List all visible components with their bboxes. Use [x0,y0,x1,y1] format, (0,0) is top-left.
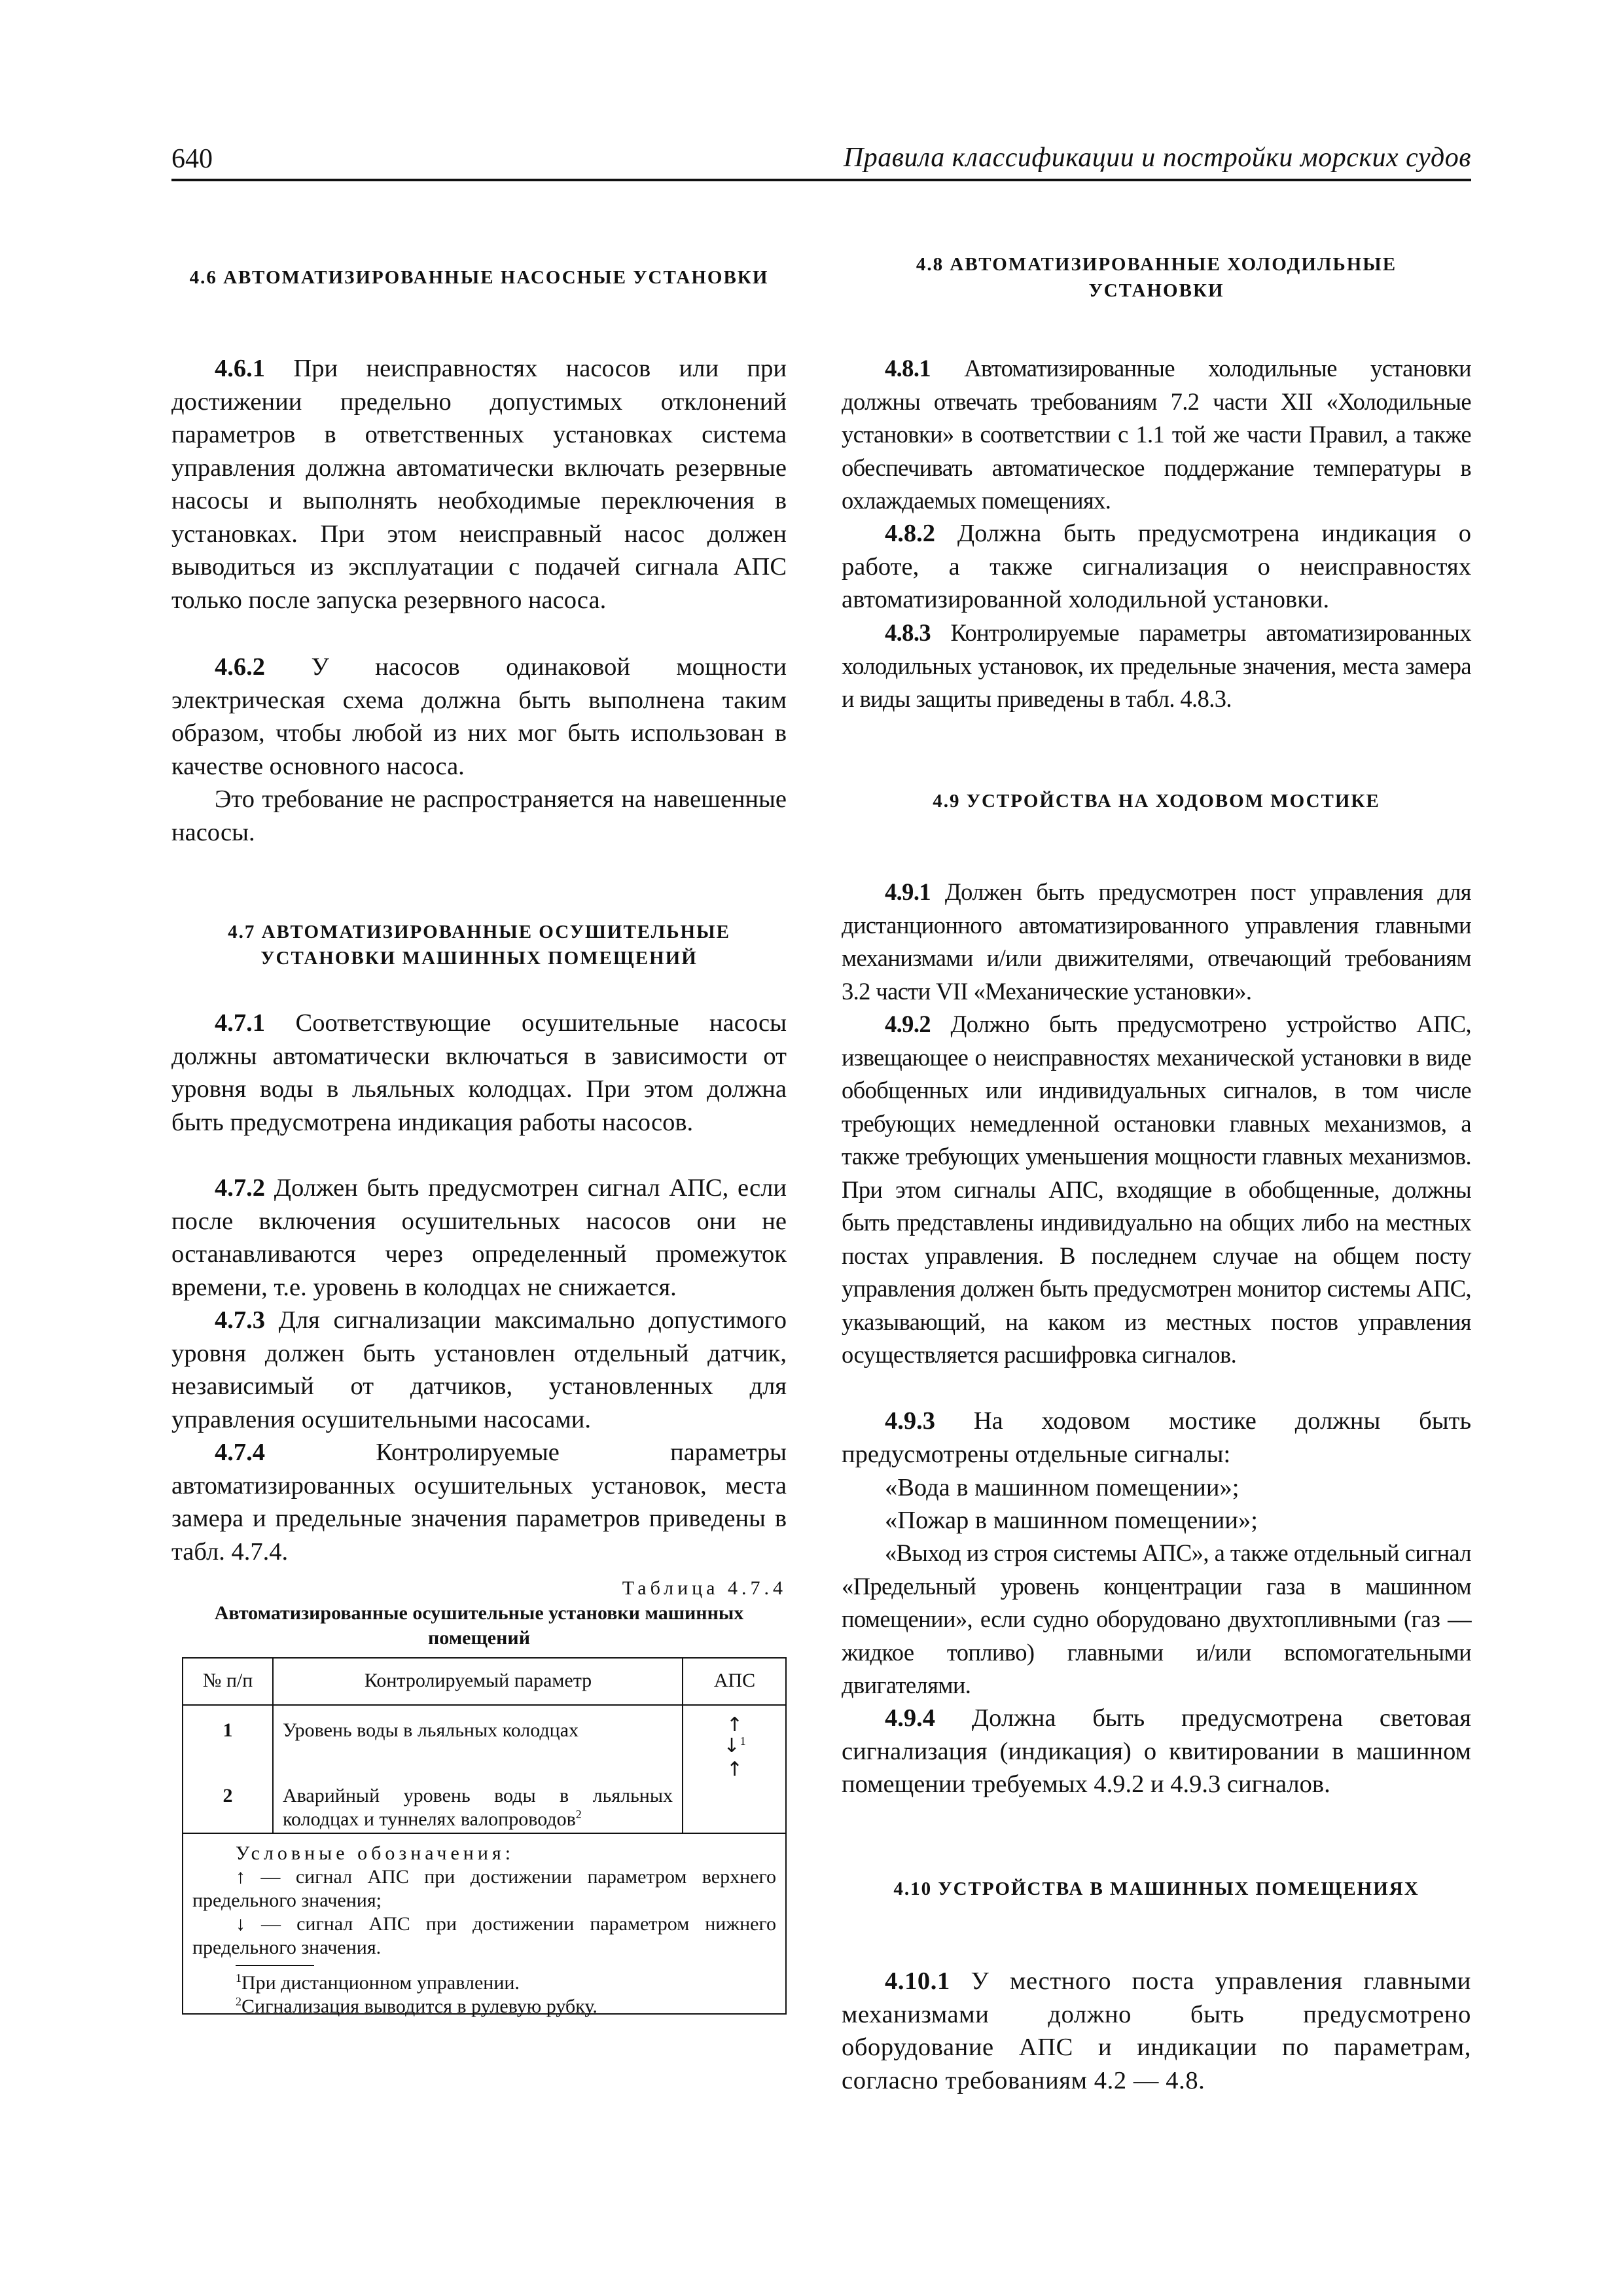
legend-down: ↓ — сигнал АПС при достижении параметром нижнего предельного значения. [192,1913,776,1958]
paragraph-4-7-1 [171,1007,787,1139]
paragraph-4-7-3 [171,1304,787,1436]
clause-number: 4.9.4 [885,1704,935,1732]
footnote-2: $^2$Сигнализация выводится в рулевую рубку. [236,1995,597,2017]
column-divider [682,1659,683,1833]
table-title-line: Автоматизированные осушительные установки машинных [214,1602,744,1624]
clause-number: 4.6.2 [215,653,265,681]
clause-text: Это требование не распространяется на навешенные насосы. [171,785,787,846]
clause-number: 4.7.2 [215,1174,265,1202]
footnote-rule [236,1965,314,1966]
clause-text: Должен быть предусмотрен пост управления для дистанционного автоматизированного управления главными механизмами и/или движителями, отвечающий требованиям 3.2 части VII «Механические установки». [842,878,1471,1005]
paragraph-4-6-2-note [171,783,787,849]
clause-text: Должна быть предусмотрена индикация о работе, а также сигнализация о неисправностях автоматизированной холодильной установки. [842,520,1471,613]
row-2-num: 2 [223,1785,233,1806]
table-title [171,1601,787,1651]
row-2-param-text: Аварийный уровень воды в льяльных колодцах и туннелях валопроводов [283,1785,673,1830]
table-4-7-4 [182,1657,787,2015]
row-1-param: Уровень воды в льяльных колодцах [283,1719,579,1741]
paragraph-4-6-2 [171,651,787,783]
clause-number: 4.7.3 [215,1306,265,1334]
paragraph-4-10-1 [842,1965,1471,2097]
quote-water: «Вода в машинном помещении»; [885,1474,1240,1501]
clause-number: 4.9.2 [885,1011,931,1037]
clause-number: 4.10.1 [885,1967,950,1995]
paragraph-4-7-4 [171,1436,787,1568]
paragraph-4-8-1 [842,352,1471,518]
row-1-num: 1 [223,1719,233,1741]
section-title-line: 4.8 АВТОМАТИЗИРОВАННЫЕ ХОЛОДИЛЬНЫЕ [916,254,1397,275]
quote-aps-failure: «Выход из строя системы АПС», а также отдельный сигнал «Предельный уровень концентрации газа в машинном помещении», если судно оборудовано двухтопливными (газ — жидкое топливо) главными и/или вспомогательными двигателями. [842,1539,1471,1698]
clause-text: Должен быть предусмотрен сигнал АПС, если после включения осушительных насосов они не останавливаются через определенный промежуток времени, т.е. уровень в колодцах не снижается. [171,1174,787,1301]
clause-text: На ходовом мостике должны быть предусмотрены отдельные сигналы: [842,1407,1471,1468]
column-divider [272,1659,274,1833]
paragraph-4-7-2 [171,1172,787,1304]
row-2-param [283,1784,673,1831]
clause-number: 4.7.4 [215,1439,265,1466]
running-title: Правила классификации и постройки морских судов [843,143,1471,173]
clause-text: При неисправностях насосов или при достижении предельно допустимых отклонений параметров в ответственных установках система управления должна автоматически включать резервные насосы и выполнять необходимые переключения в установках. При этом неисправный насос должен выводиться из эксплуатации с подачей сигнала АПС только после запуска резервного насоса. [171,355,787,614]
paragraph-4-8-3 [842,617,1471,716]
clause-number: 4.9.1 [885,878,931,905]
row-1-aps-down [684,1734,785,1758]
clause-number: 4.7.1 [215,1009,265,1037]
row-1-aps-up: ↑ [726,1713,743,1736]
clause-number: 4.8.3 [885,619,931,646]
clause-text: Контролируемые параметры автоматизированных холодильных установок, их предельные значения, места замера и виды защиты приведены в табл. 4.8.3. [842,619,1471,712]
paragraph-4-9-2 [842,1008,1471,1372]
clause-number: 4.6.1 [215,355,265,382]
clause-text: Соответствующие осушительные насосы должны автоматически включаться в зависимости от уровня воды в льяльных колодцах. При этом должна быть предусмотрена индикация работы насосов. [171,1009,787,1136]
clause-number: 4.9.3 [885,1407,935,1435]
section-title-4-7 [171,919,787,971]
paragraph-4-6-1 [171,352,787,617]
header-cell-num: № п/п [202,1670,253,1691]
down-arrow-icon: ↓ [723,1734,740,1757]
table-title-line: помещений [428,1627,530,1649]
footnote-mark: 2 [575,1808,582,1821]
paragraph-4-9-4 [842,1702,1471,1801]
section-title-4-6: 4.6 АВТОМАТИЗИРОВАННЫЕ НАСОСНЫЕ УСТАНОВКИ [189,267,769,288]
clause-text: Контролируемые параметры автоматизированных осушительных установок, места замера и предельные значения параметров приведены в табл. 4.7.4. [171,1439,787,1566]
paragraph-4-8-2 [842,517,1471,617]
section-title-4-10: 4.10 УСТРОЙСТВА В МАШИННЫХ ПОМЕЩЕНИЯХ [893,1878,1419,1899]
footnote-1: $^1$При дистанционном управлении. [236,1971,520,1994]
page-number: 640 [171,144,213,174]
clause-text: Должна быть предусмотрена световая сигнализация (индикация) о квитировании в машинном помещении требуемых 4.9.2 и 4.9.3 сигналов. [842,1704,1471,1798]
clause-number: 4.8.2 [885,520,935,547]
header-rule [171,179,1471,181]
quote-fire: «Пожар в машинном помещении»; [885,1507,1258,1534]
legend-title: Условные обозначения: [236,1842,515,1864]
paragraph-4-9-3 [842,1405,1471,1471]
clause-text: Для сигнализации максимально допустимого уровня должен быть установлен отдельный датчик, независимый от датчиков, установленных для управления осушительными насосами. [171,1306,787,1433]
table-label: Таблица 4.7.4 [622,1577,787,1599]
legend-up: ↑ — сигнал АПС при достижении параметром верхнего предельного значения; [192,1866,776,1911]
clause-number: 4.8.1 [885,355,931,382]
clause-text: Должно быть предусмотрено устройство АПС, извещающее о неисправностях механической установки в виде обобщенных или индивидуальных сигналов, в том числе требующих немедленной остановки главных механизмов, а также требующих уменьшения мощности главных механизмов. При этом сигналы АПС, входящие в обобщенные, должны быть представлены индивидуально на общих либо на местных постах управления. В последнем случае на общем посту управления должен быть предусмотрен монитор системы АПС, указывающий, на каком из местных постов управления осуществляется расшифровка сигналов. [842,1011,1471,1368]
clause-text: У местного поста управления главными механизмами должно быть предусмотрено оборудование АПС и индикации по параметрам, согласно требованиям 4.2 — 4.8. [842,1967,1471,2094]
row-2-aps-up: ↑ [726,1758,743,1781]
footnote-mark: 1 [740,1734,746,1748]
section-title-line: 4.7 АВТОМАТИЗИРОВАННЫЕ ОСУШИТЕЛЬНЫЕ [228,922,730,942]
clause-text: Автоматизированные холодильные установки должны отвечать требованиям 7.2 части XII «Холодильные установки» в соответствии с 1.1 той же части Правил, а также обеспечивать автоматическое поддержание температуры в охлаждаемых помещениях. [842,355,1471,514]
section-title-line: УСТАНОВКИ МАШИННЫХ ПОМЕЩЕНИЙ [260,948,698,969]
paragraph-4-9-1 [842,876,1471,1008]
section-title-4-9: 4.9 УСТРОЙСТВА НА ХОДОВОМ МОСТИКЕ [933,791,1380,812]
table-legend [183,1833,785,2015]
header-cell-aps: АПС [713,1670,756,1691]
section-title-line: УСТАНОВКИ [1088,280,1224,301]
clause-text: У насосов одинаковой мощности электрическая схема должна быть выполнена таким образом, чтобы любой из них мог быть использован в качестве основного насоса. [171,653,787,780]
header-cell-param: Контролируемый параметр [364,1670,592,1691]
section-title-4-8 [842,251,1471,304]
